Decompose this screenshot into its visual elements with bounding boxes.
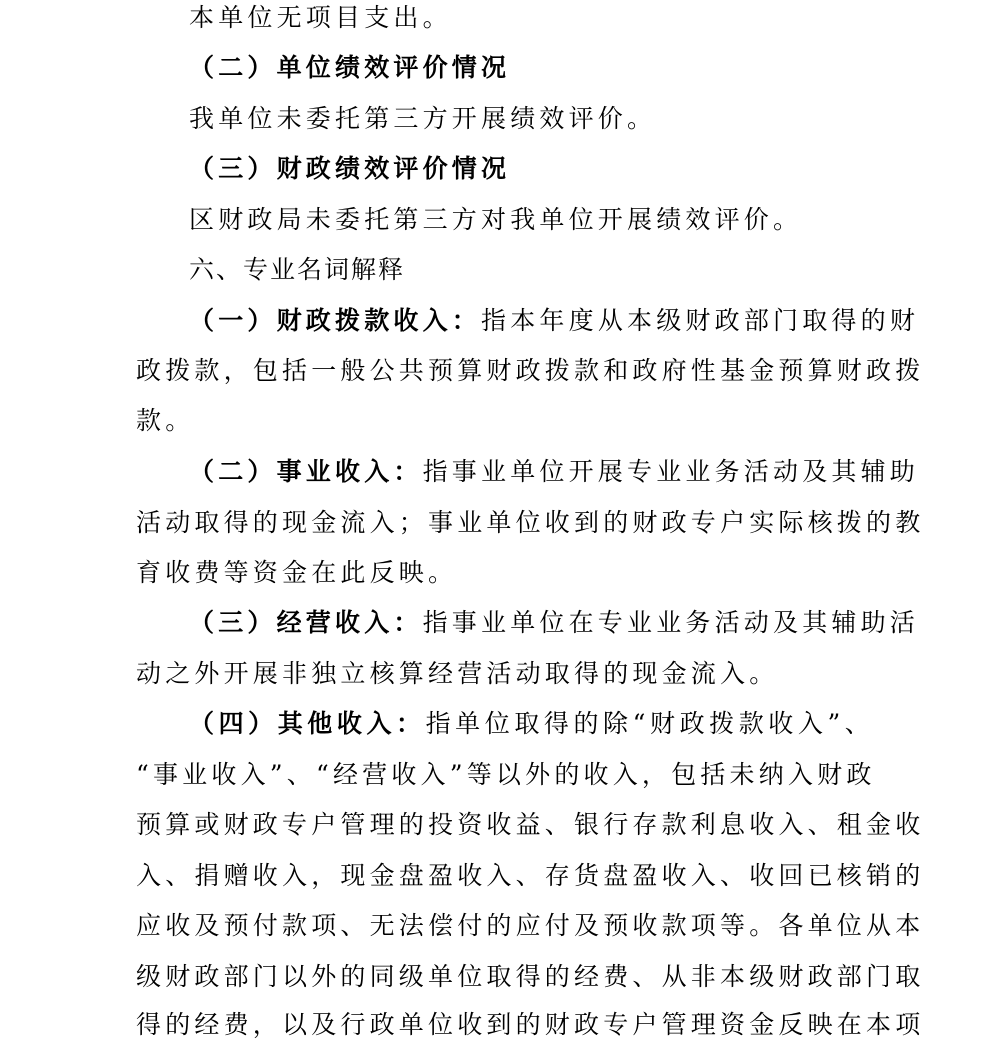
term-other-income-line-3: 预算或财政专户管理的投资收益、银行存款利息收入、租金收: [136, 810, 925, 839]
term-other-income-line-5: 应收及预付款项、无法偿付的应付及预收款项等。各单位从本: [136, 911, 925, 940]
term-business-income-label: （二）事业收入：: [189, 457, 423, 486]
term-operating-income-text-1: 指事业单位在专业业务活动及其辅助活: [422, 608, 920, 637]
section-six-title: 六、专业名词解释: [189, 255, 406, 284]
term-other-income-line-6: 级财政部门以外的同级单位取得的经费、从非本级财政部门取: [136, 962, 925, 991]
term-other-income-line-4: 入、捐赠收入，现金盘盈收入、存货盘盈收入、收回已核销的: [136, 861, 925, 890]
term-other-income-label: （四）其他收入：: [189, 709, 426, 738]
term-business-income-text-1: 指事业单位开展专业业务活动及其辅助: [422, 457, 920, 486]
term-fiscal-appropriation-text-1: 指本年度从本级财政部门取得的财: [481, 306, 920, 335]
term-fiscal-appropriation-line-2: 政拨款，包括一般公共预算财政拨款和政府性基金预算财政拨: [136, 356, 925, 385]
paragraph-fiscal-performance-evaluation: 区财政局未委托第三方对我单位开展绩效评价。: [189, 205, 803, 234]
term-business-income-line-2: 活动取得的现金流入；事业单位收到的财政专户实际核拨的教: [136, 508, 925, 537]
heading-unit-performance-evaluation: （二）单位绩效评价情况: [189, 53, 511, 82]
term-other-income-line-7: 得的经费，以及行政单位收到的财政专户管理资金反映在本项: [136, 1010, 925, 1039]
term-operating-income-line-2: 动之外开展非独立核算经营活动取得的现金流入。: [136, 659, 779, 688]
term-other-income-line-1: [189, 707, 874, 741]
paragraph-unit-performance-evaluation: 我单位未委托第三方开展绩效评价。: [189, 104, 657, 133]
term-other-income-line-2: “事业收入”、“经营收入”等以外的收入，包括未纳入财政: [136, 760, 876, 789]
heading-fiscal-performance-evaluation: （三）财政绩效评价情况: [189, 154, 511, 183]
term-other-income-text-1: 指单位取得的除“财政拨款收入”、: [425, 709, 874, 738]
term-business-income-line-1: [189, 455, 920, 489]
term-fiscal-appropriation-line-3: 款。: [136, 406, 195, 435]
term-fiscal-appropriation-label: （一）财政拨款收入：: [189, 306, 482, 335]
term-fiscal-appropriation-line-1: [189, 304, 920, 338]
term-business-income-line-3: 育收费等资金在此反映。: [136, 558, 458, 587]
term-operating-income-label: （三）经营收入：: [189, 608, 423, 637]
term-operating-income-line-1: [189, 606, 920, 640]
paragraph-no-project-expense: 本单位无项目支出。: [189, 3, 452, 32]
